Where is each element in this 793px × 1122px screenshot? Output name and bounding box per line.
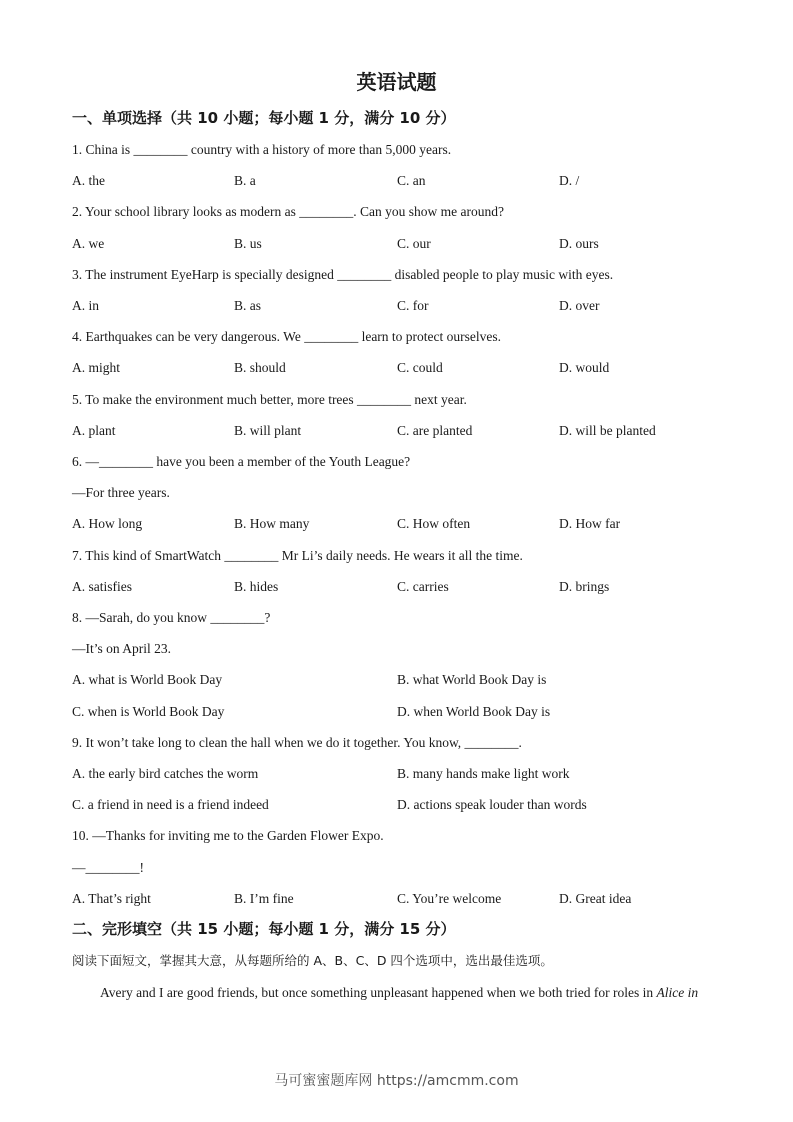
option-c: C. How often bbox=[397, 516, 471, 531]
option-a: A. in bbox=[72, 298, 99, 313]
cloze-passage-first-line bbox=[100, 984, 698, 1002]
option-a: A. plant bbox=[72, 423, 116, 438]
option-d: D. Great idea bbox=[559, 891, 632, 906]
question-9-stem: 9. It won’t take long to clean the hall when we do it together. You know, ________. bbox=[72, 735, 522, 750]
question-1-options bbox=[72, 172, 732, 190]
question-4-stem: 4. Earthquakes can be very dangerous. We ________ learn to protect ourselves. bbox=[72, 329, 502, 344]
question-6-reply: —For three years. bbox=[72, 485, 170, 500]
footer-watermark: 马可蜜蜜题库网 https://amcmm.com bbox=[274, 1073, 519, 1089]
option-c: C. an bbox=[397, 173, 426, 188]
option-d: D. when World Book Day is bbox=[397, 704, 551, 719]
question-8-stem: 8. —Sarah, do you know ________? bbox=[72, 610, 271, 625]
option-b: B. hides bbox=[234, 579, 279, 594]
question-8-reply: —It’s on April 23. bbox=[72, 641, 172, 656]
option-d: D. would bbox=[559, 360, 610, 375]
option-d: D. actions speak louder than words bbox=[397, 797, 587, 812]
question-3-options bbox=[72, 297, 732, 315]
question-6-stem: 6. —________ have you been a member of the Youth League? bbox=[72, 454, 411, 469]
question-6-options bbox=[72, 515, 732, 533]
question-10-options bbox=[72, 890, 732, 908]
option-d: D. over bbox=[559, 298, 600, 313]
option-b: B. many hands make light work bbox=[397, 766, 570, 781]
question-8-options-row-1 bbox=[72, 671, 732, 689]
option-d: D. ours bbox=[559, 236, 599, 251]
option-a: A. That’s right bbox=[72, 891, 151, 906]
option-a: A. the bbox=[72, 173, 105, 188]
page-title: 英语试题 bbox=[356, 70, 437, 94]
option-c: C. when is World Book Day bbox=[72, 704, 225, 719]
passage-italic-title: Alice in bbox=[656, 985, 699, 1000]
section-heading-cloze: 二、完形填空（共 15 小题；每小题 1 分，满分 15 分） bbox=[72, 920, 456, 938]
section-heading-multiple-choice: 一、单项选择（共 10 小题；每小题 1 分，满分 10 分） bbox=[72, 109, 456, 127]
passage-text: Avery and I are good friends, but once something unpleasant happened when we both tried for roles in bbox=[100, 985, 657, 1000]
option-b: B. How many bbox=[234, 516, 310, 531]
option-c: C. are planted bbox=[397, 423, 473, 438]
question-8-options-row-2 bbox=[72, 703, 732, 721]
option-c: C. You’re welcome bbox=[397, 891, 502, 906]
option-c: C. for bbox=[397, 298, 429, 313]
option-a: A. satisfies bbox=[72, 579, 132, 594]
option-b: B. a bbox=[234, 173, 256, 188]
option-a: A. the early bird catches the worm bbox=[72, 766, 259, 781]
option-a: A. we bbox=[72, 236, 105, 251]
option-c: C. could bbox=[397, 360, 443, 375]
option-b: B. I’m fine bbox=[234, 891, 294, 906]
option-d: D. / bbox=[559, 173, 580, 188]
option-d: D. will be planted bbox=[559, 423, 656, 438]
option-c: C. a friend in need is a friend indeed bbox=[72, 797, 269, 812]
question-3-stem: 3. The instrument EyeHarp is specially designed ________ disabled people to play music with eyes. bbox=[72, 267, 614, 282]
question-5-options bbox=[72, 422, 732, 440]
question-7-options bbox=[72, 578, 732, 596]
option-d: D. How far bbox=[559, 516, 621, 531]
question-2-options bbox=[72, 235, 732, 253]
option-d: D. brings bbox=[559, 579, 610, 594]
question-4-options bbox=[72, 359, 732, 377]
question-5-stem: 5. To make the environment much better, more trees ________ next year. bbox=[72, 392, 467, 407]
question-10-reply: —________! bbox=[72, 860, 144, 875]
option-b: B. us bbox=[234, 236, 262, 251]
question-9-options-row-1 bbox=[72, 765, 732, 783]
option-b: B. should bbox=[234, 360, 286, 375]
option-b: B. what World Book Day is bbox=[397, 672, 547, 687]
question-1-stem: 1. China is ________ country with a history of more than 5,000 years. bbox=[72, 142, 452, 157]
question-2-stem: 2. Your school library looks as modern as ________. Can you show me around? bbox=[72, 204, 504, 219]
option-c: C. carries bbox=[397, 579, 449, 594]
option-a: A. what is World Book Day bbox=[72, 672, 223, 687]
question-9-options-row-2 bbox=[72, 796, 732, 814]
question-7-stem: 7. This kind of SmartWatch ________ Mr Li’s daily needs. He wears it all the time. bbox=[72, 548, 523, 563]
option-b: B. as bbox=[234, 298, 261, 313]
cloze-instruction: 阅读下面短文，掌握其大意，从每题所给的 A、B、C、D 四个选项中，选出最佳选项。 bbox=[72, 953, 553, 968]
option-c: C. our bbox=[397, 236, 431, 251]
question-10-stem: 10. —Thanks for inviting me to the Garden Flower Expo. bbox=[72, 828, 384, 843]
option-a: A. might bbox=[72, 360, 121, 375]
option-a: A. How long bbox=[72, 516, 143, 531]
option-b: B. will plant bbox=[234, 423, 302, 438]
